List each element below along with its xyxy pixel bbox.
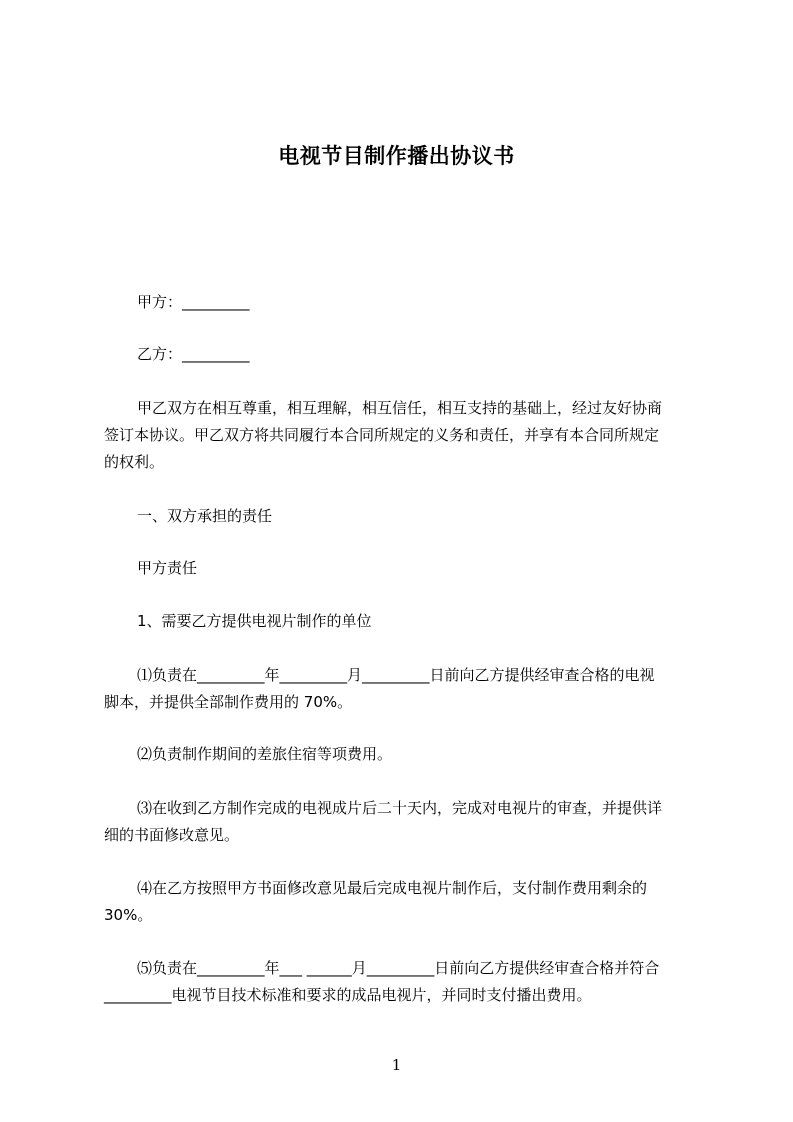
- subsection-heading: 甲方责任: [137, 559, 198, 577]
- page-number: 1: [391, 1056, 402, 1074]
- clause-3-line-2: 细的书面修改意见。: [104, 826, 240, 844]
- clause-5-line-2: _________电视节目技术标准和要求的成品电视片，并同时支付播出费用。: [104, 986, 592, 1004]
- item-heading: 1、需要乙方提供电视片制作的单位: [137, 612, 372, 630]
- clause-1-line-1: ⑴负责在_________年_________月_________日前向乙方提供经审查合格的电视: [137, 666, 655, 684]
- clause-3-line-1: ⑶在收到乙方制作完成的电视成片后二十天内，完成对电视片的审查，并提供详: [137, 799, 663, 817]
- clause-1-line-2: 脚本，并提供全部制作费用的 70%。: [104, 693, 353, 711]
- clause-2: ⑵负责制作期间的差旅住宿等项费用。: [137, 745, 393, 763]
- party-a-line: 甲方：_________: [137, 293, 250, 311]
- clause-5-line-1: ⑸负责在_________年___ ______月_________日前向乙方提供经审查合格并符合: [137, 959, 660, 977]
- document-title: 电视节目制作播出协议书: [278, 144, 515, 168]
- intro-paragraph-line-2: 签订本协议。甲乙双方将共同履行本合同所规定的义务和责任，并享有本合同所规定: [104, 426, 660, 444]
- intro-paragraph-line-3: 的权利。: [104, 453, 165, 471]
- clause-4-line-1: ⑷在乙方按照甲方书面修改意见最后完成电视片制作后，支付制作费用剩余的: [137, 879, 648, 897]
- party-b-line: 乙方：_________: [137, 345, 250, 363]
- intro-paragraph-line-1: 甲乙双方在相互尊重，相互理解，相互信任，相互支持的基础上，经过友好协商: [137, 399, 663, 417]
- section-heading: 一、双方承担的责任: [137, 507, 273, 525]
- clause-4-line-2: 30%。: [104, 906, 153, 924]
